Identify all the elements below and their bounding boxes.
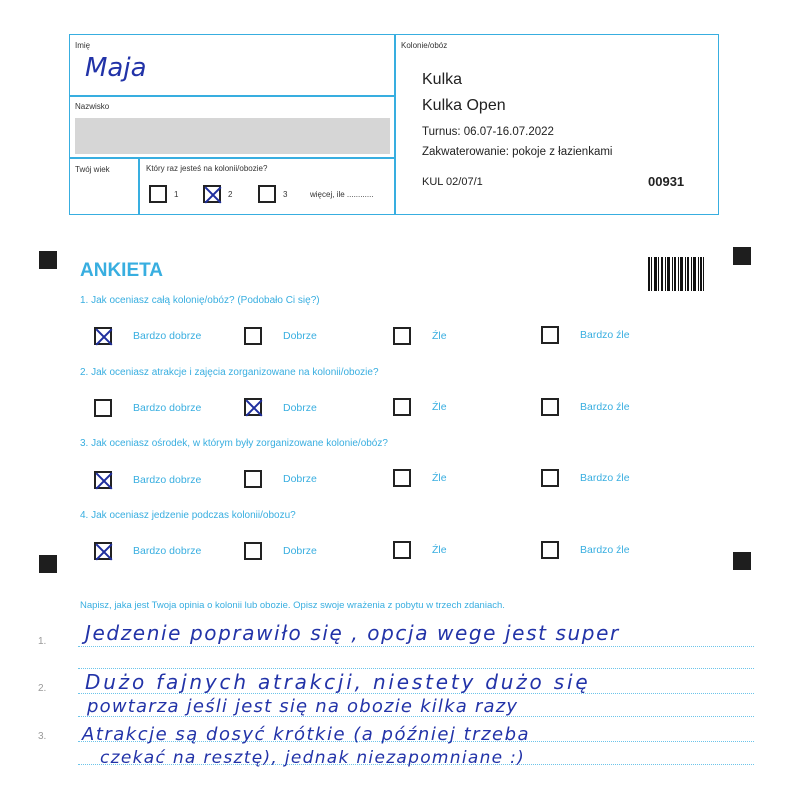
q1-option-label: Źle: [432, 330, 447, 342]
form-number: 00931: [648, 174, 685, 189]
form-code: KUL 02/07/1: [422, 176, 483, 188]
q3-option-zle-checkbox[interactable]: [393, 469, 411, 487]
question-4: 4. Jak oceniasz jedzenie podczas kolonii/obozu?: [80, 510, 296, 521]
q3-option-label: Źle: [432, 472, 447, 484]
q2-option-label: Źle: [432, 401, 447, 413]
ktory-raz-checkbox-1[interactable]: [149, 185, 167, 203]
q3-option-label: Dobrze: [283, 473, 317, 485]
registration-marker: [733, 247, 751, 265]
wiek-label: Twój wiek: [75, 165, 110, 174]
imie-value[interactable]: Maja: [85, 53, 147, 83]
kolonie-label: Kolonie/obóz: [401, 41, 448, 50]
question-1: 1. Jak oceniasz całą kolonię/obóz? (Podobało Ci się?): [80, 295, 320, 306]
registration-marker: [733, 552, 751, 570]
q4-option-label: Źle: [432, 544, 447, 556]
q3-option-dobrze-checkbox[interactable]: [244, 470, 262, 488]
writing-line: [78, 646, 754, 647]
q1-option-label: Bardzo dobrze: [133, 330, 202, 342]
q3-option-label: Bardzo dobrze: [133, 474, 202, 486]
line-number-3: 3.: [38, 731, 47, 742]
line-number-1: 1.: [38, 636, 47, 647]
ktory-raz-option-2: 2: [228, 190, 233, 199]
q3-option-bardzo-dobrze-checkbox[interactable]: [94, 471, 112, 489]
header-divider-2: [69, 157, 395, 159]
q2-option-label: Bardzo dobrze: [133, 402, 202, 414]
q2-option-label: Dobrze: [283, 402, 317, 414]
q2-option-zle-checkbox[interactable]: [393, 398, 411, 416]
ktory-raz-label: Który raz jesteś na kolonii/obozie?: [146, 164, 268, 173]
ktory-raz-option-more: więcej, ile ............: [310, 190, 374, 199]
opinion-handwritten-line-4[interactable]: Atrakcje są dosyć krótkie (a później trzeba: [82, 724, 531, 745]
camp-name: Kulka: [422, 71, 463, 88]
q1-option-dobrze-checkbox[interactable]: [244, 327, 262, 345]
opinion-handwritten-line-2[interactable]: Dużo fajnych atrakcji, niestety dużo się: [85, 670, 591, 694]
q4-option-bardzo-dobrze-checkbox[interactable]: [94, 542, 112, 560]
q4-option-zle-checkbox[interactable]: [393, 541, 411, 559]
opinion-handwritten-line-3[interactable]: powtarza jeśli jest się na obozie kilka razy: [87, 696, 519, 717]
q3-option-label: Bardzo źle: [580, 472, 630, 484]
nazwisko-label: Nazwisko: [75, 102, 110, 111]
turnus-text: Turnus: 06.07-16.07.2022: [422, 126, 554, 138]
q1-option-label: Bardzo źle: [580, 329, 630, 341]
nazwisko-redaction: [75, 118, 390, 154]
q2-option-dobrze-checkbox[interactable]: [244, 398, 262, 416]
q4-option-bardzo-zle-checkbox[interactable]: [541, 541, 559, 559]
opinion-handwritten-line-5[interactable]: czekać na resztę), jednak niezapomniane :): [100, 748, 526, 768]
ktory-raz-option-3: 3: [283, 190, 288, 199]
q1-option-label: Dobrze: [283, 330, 317, 342]
header-divider-age: [138, 157, 140, 215]
registration-marker: [39, 251, 57, 269]
q2-option-label: Bardzo źle: [580, 401, 630, 413]
imie-label: Imię: [75, 41, 91, 50]
ktory-raz-option-1: 1: [174, 190, 179, 199]
line-number-2: 2.: [38, 683, 47, 694]
q1-option-bardzo-zle-checkbox[interactable]: [541, 326, 559, 344]
zakwaterowanie-text: Zakwaterowanie: pokoje z łazienkami: [422, 146, 613, 158]
opinion-prompt: Napisz, jaka jest Twoja opinia o kolonii lub obozie. Opisz swoje wrażenia z pobytu w trzech zdaniach.: [80, 600, 505, 611]
q2-option-bardzo-dobrze-checkbox[interactable]: [94, 399, 112, 417]
q4-option-label: Bardzo dobrze: [133, 545, 202, 557]
camp-program: Kulka Open: [422, 97, 506, 114]
ktory-raz-checkbox-2[interactable]: [203, 185, 221, 203]
survey-title: ANKIETA: [80, 260, 164, 281]
question-3: 3. Jak oceniasz ośrodek, w którym były zorganizowane kolonie/obóz?: [80, 438, 388, 449]
writing-line: [78, 668, 754, 669]
q3-option-bardzo-zle-checkbox[interactable]: [541, 469, 559, 487]
q1-option-zle-checkbox[interactable]: [393, 327, 411, 345]
barcode-icon: [648, 257, 704, 291]
header-divider-vertical: [394, 34, 396, 215]
q4-option-label: Dobrze: [283, 545, 317, 557]
q4-option-dobrze-checkbox[interactable]: [244, 542, 262, 560]
ktory-raz-checkbox-3[interactable]: [258, 185, 276, 203]
header-divider-1: [69, 95, 395, 97]
opinion-handwritten-line-1[interactable]: Jedzenie poprawiło się , opcja wege jest super: [85, 621, 620, 645]
q2-option-bardzo-zle-checkbox[interactable]: [541, 398, 559, 416]
q1-option-bardzo-dobrze-checkbox[interactable]: [94, 327, 112, 345]
registration-marker: [39, 555, 57, 573]
q4-option-label: Bardzo źle: [580, 544, 630, 556]
question-2: 2. Jak oceniasz atrakcje i zajęcia zorganizowane na kolonii/obozie?: [80, 367, 379, 378]
